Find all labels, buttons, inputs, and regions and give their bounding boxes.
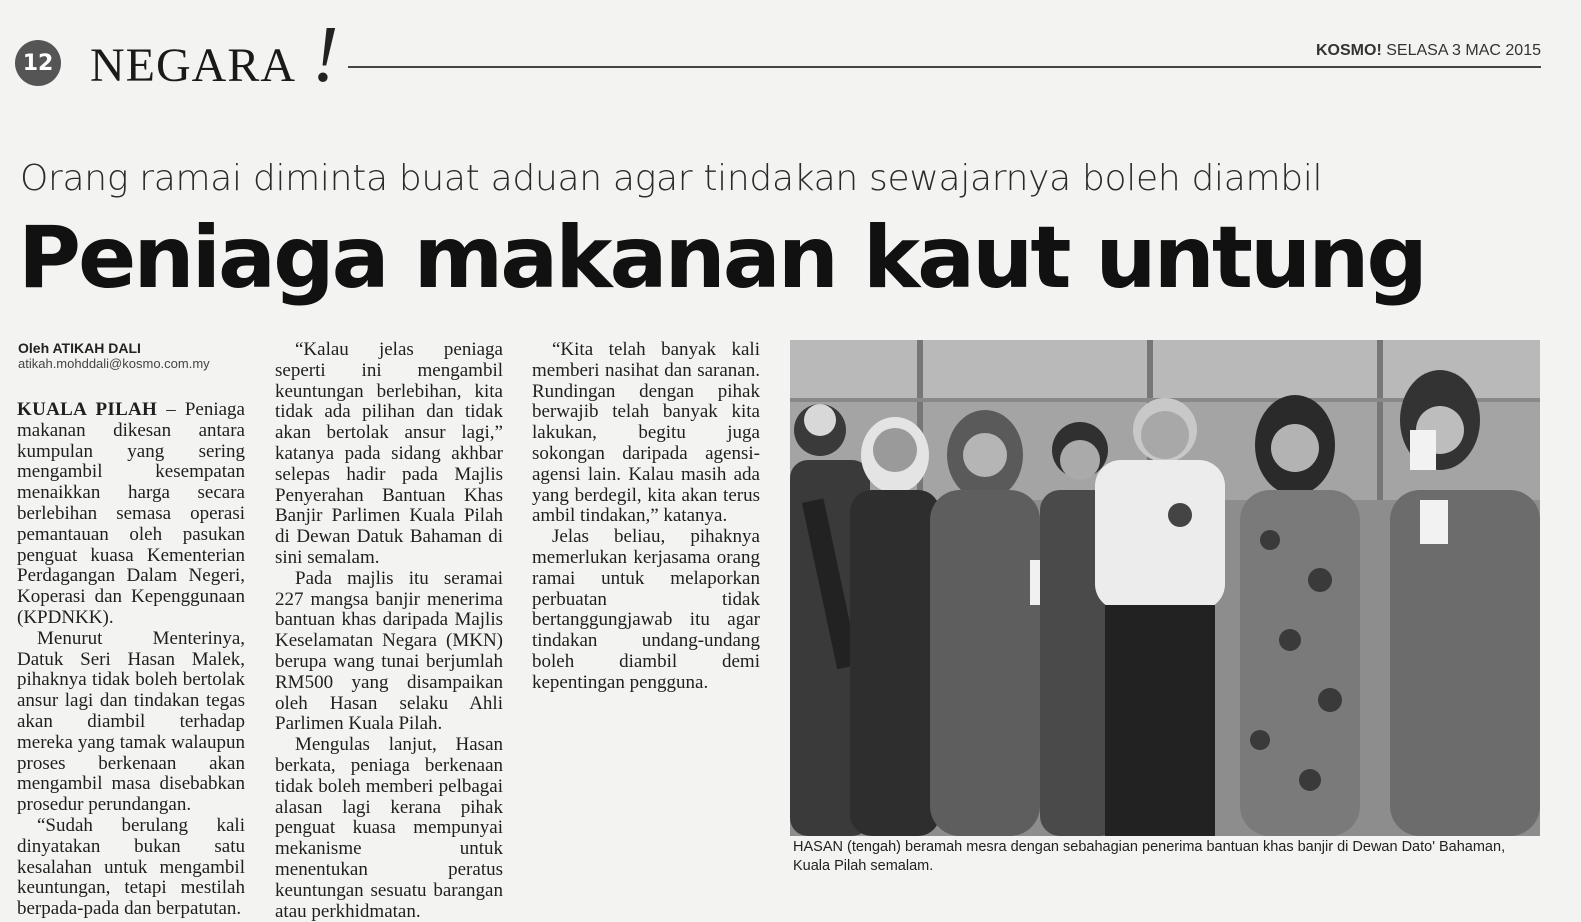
- article-column-2: [275, 340, 503, 922]
- article-paragraph-3: “Sudah berulang kali dinyatakan bukan satu kesalahan untuk mengambil keuntungan, tetapi mestilah berpada-pada dan berpatutan.: [17, 814, 245, 920]
- publication-name: KOSMO!: [1316, 42, 1382, 59]
- article-column-1: [17, 400, 245, 920]
- page-number: 12: [15, 40, 61, 86]
- article-column-3: [532, 340, 760, 694]
- header-rule: [348, 66, 1541, 68]
- author-name: Oleh ATIKAH DALI: [18, 340, 141, 356]
- dateline: KUALA PILAH: [17, 399, 158, 420]
- byline: [18, 340, 210, 371]
- article-headline: Peniaga makanan kaut untung: [18, 208, 1425, 308]
- article-paragraph-7: “Kita telah banyak kali memberi nasihat dan saranan. Rundingan dengan pihak berwajib telah banyak kita lakukan, begitu juga sokongan daripada agensi-agensi lain. Kalau masih ada yang berdegil, kita akan terus ambil tindakan,” katanya.: [532, 339, 760, 527]
- photo-illustration: [790, 340, 1540, 836]
- article-paragraph-8: Jelas beliau, pihaknya memerlukan kerjasama orang ramai untuk melaporkan perbuatan tidak bertanggungjawab itu agar tindakan undang-undang boleh diambil demi kepentingan pengguna.: [532, 526, 760, 693]
- article-paragraph-4: “Kalau jelas peniaga seperti ini mengambil keuntungan berlebihan, kita tidak ada pilihan dan tidak akan bertolak ansur lagi,” katanya pada sidang akhbar selepas hadir pada Majlis Penyerahan Bantuan Khas Banjir Parlimen Kuala Pilah di Dewan Datuk Bahaman di sini semalam.: [275, 339, 503, 568]
- article-paragraph-2: Menurut Menterinya, Datuk Seri Hasan Malek, pihaknya tidak boleh bertolak ansur lagi dan tindakan tegas akan diambil terhadap mereka yang tamak walaupun proses berkenaan akan mengambil masa disebabkan prosedur perundangan.: [17, 627, 245, 816]
- article-paragraph-6: Mengulas lanjut, Hasan berkata, peniaga berkenaan tidak boleh memberi pelbagai alasan lagi kerana pihak penguat kuasa mempunyai mekanisme untuk menentukan peratus keuntungan sesuatu barangan atau perkhidmatan.: [275, 734, 503, 922]
- author-email: atikah.mohddali@kosmo.com.my: [18, 356, 210, 371]
- section-title: NEGARA: [90, 39, 296, 92]
- section-exclamation: !: [312, 11, 339, 99]
- issue-info: [1316, 42, 1541, 60]
- article-kicker: Orang ramai diminta buat aduan agar tindakan sewajarnya boleh diambil: [20, 158, 1323, 199]
- article-paragraph-1: KUALA PILAH – Peniaga makanan dikesan antara kumpulan yang sering mengambil kesempatan menaikkan harga secara berlebihan semasa operasi pemantauan oleh pasukan penguat kuasa Kementerian Perdagangan Dalam Negeri, Koperasi dan Kepenggunaan (KPDNKK).: [17, 399, 245, 628]
- photo-caption: HASAN (tengah) beramah mesra dengan sebahagian penerima bantuan khas banjir di Dewan Dato' Bahaman, Kuala Pilah semalam.: [793, 839, 1506, 874]
- news-photo: [790, 340, 1540, 836]
- issue-date: SELASA 3 MAC 2015: [1386, 42, 1541, 59]
- article-paragraph-5: Pada majlis itu seramai 227 mangsa banjir menerima bantuan khas daripada Majlis Keselamatan Negara (MKN) berupa wang tunai berjumlah RM500 yang disampaikan oleh Hasan selaku Ahli Parlimen Kuala Pilah.: [275, 567, 503, 735]
